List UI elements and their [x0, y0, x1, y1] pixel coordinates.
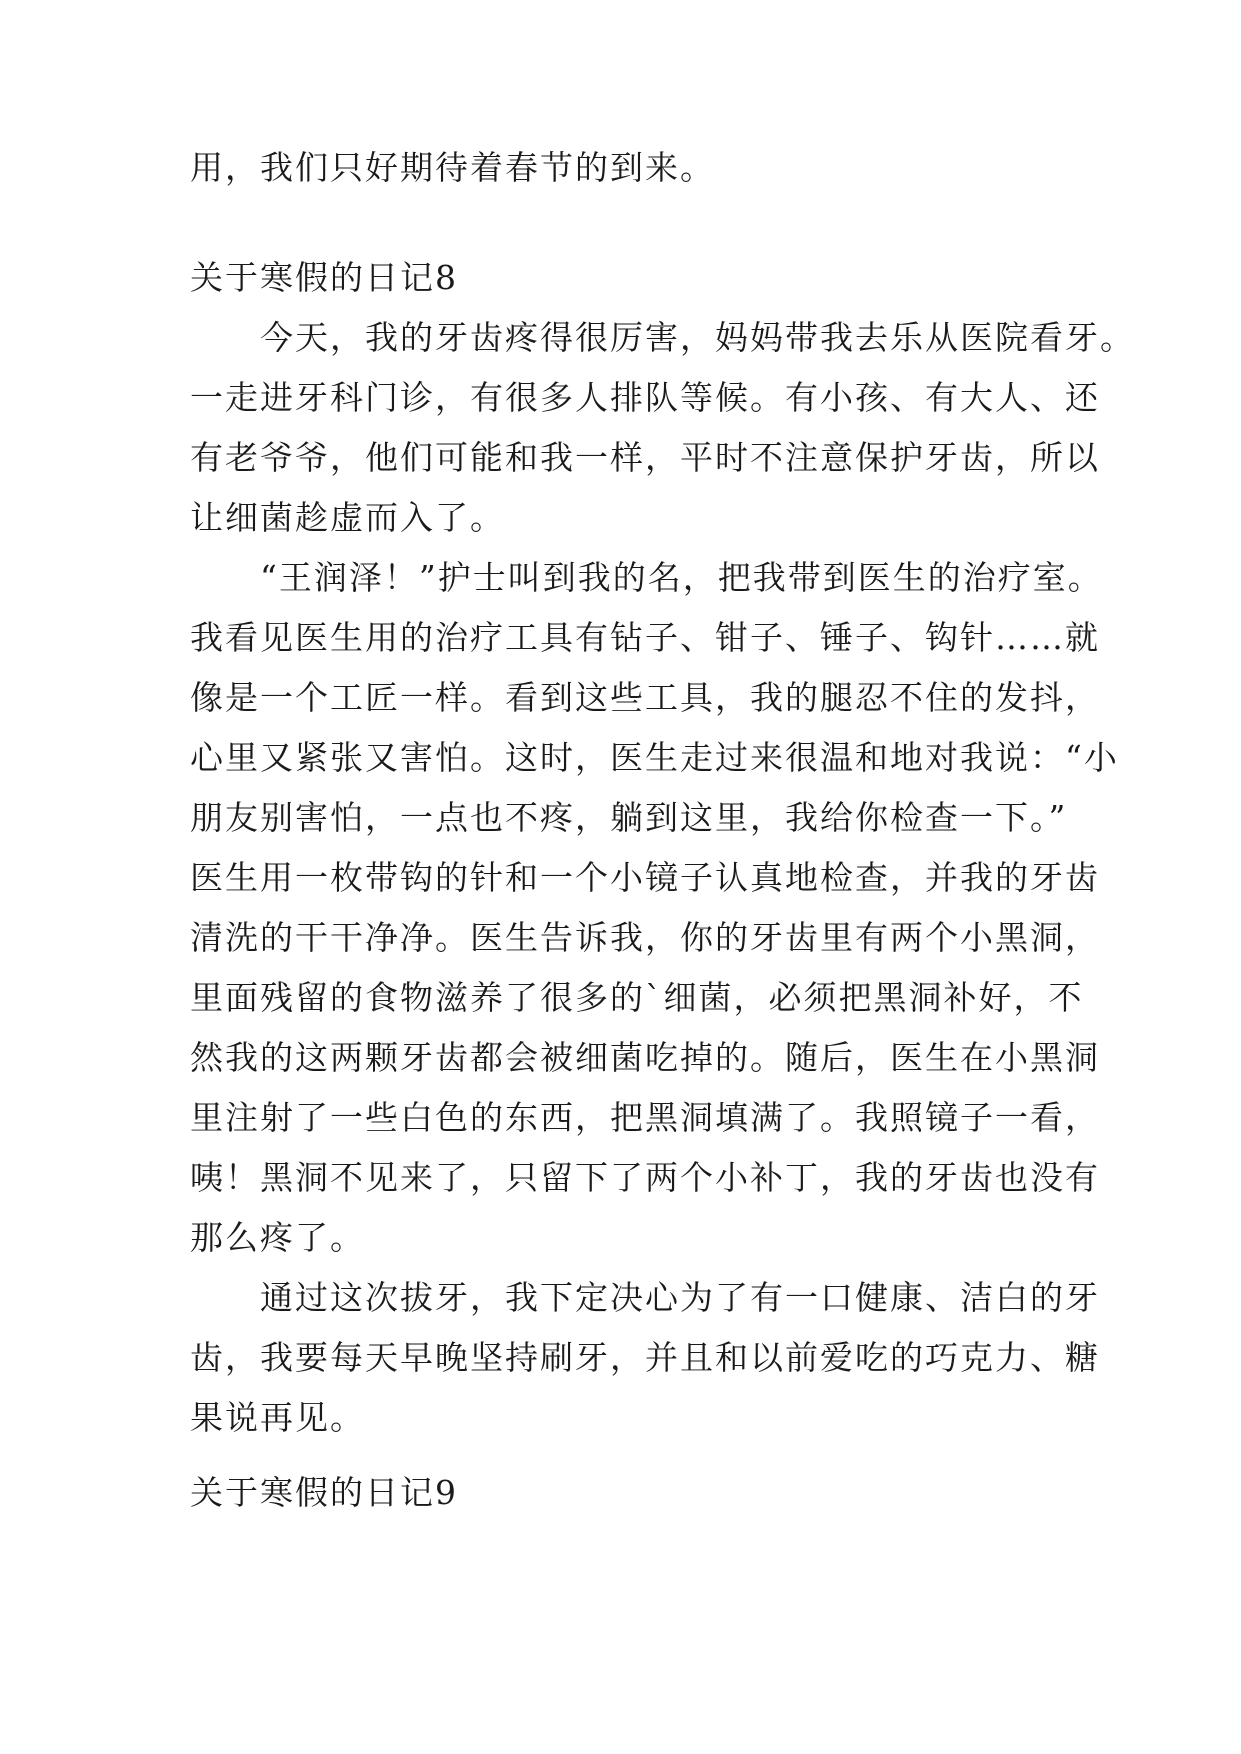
text-line: 齿，我要每天早晚坚持刷牙，并且和以前爱吃的巧克力、糖: [190, 1338, 1100, 1377]
text-line: 然我的这两颗牙齿都会被细菌吃掉的。随后，医生在小黑洞: [190, 1038, 1100, 1077]
entry-heading: 关于寒假的日记8: [190, 258, 458, 297]
text-line: “王润泽！”护士叫到我的名，把我带到医生的治疗室。: [260, 558, 1103, 597]
text-line: 里面残留的食物滋养了很多的`细菌，必须把黑洞补好，不: [190, 978, 1084, 1017]
text-line: 里注射了一些白色的东西，把黑洞填满了。我照镜子一看，: [190, 1098, 1100, 1137]
text-line: 果说再见。: [190, 1398, 365, 1437]
text-line: 让细菌趁虚而入了。: [190, 498, 505, 537]
text-line: 咦！黑洞不见来了，只留下了两个小补丁，我的牙齿也没有: [190, 1158, 1100, 1197]
text-line: 像是一个工匠一样。看到这些工具，我的腿忍不住的发抖，: [190, 678, 1100, 717]
text-line: 有老爷爷，他们可能和我一样，平时不注意保护牙齿，所以: [190, 438, 1100, 477]
text-line: 清洗的干干净净。医生告诉我，你的牙齿里有两个小黑洞，: [190, 918, 1100, 957]
diary-entry-9: [190, 1463, 1070, 1523]
text-line: 我看见医生用的治疗工具有钻子、钳子、锤子、钩针……就: [190, 618, 1100, 657]
text-line: 通过这次拔牙，我下定决心为了有一口健康、洁白的牙: [260, 1278, 1100, 1317]
text-line: 用，我们只好期待着春节的到来。: [190, 148, 715, 187]
text-line: 一走进牙科门诊，有很多人排队等候。有小孩、有大人、还: [190, 378, 1100, 417]
text-line: 那么疼了。: [190, 1218, 365, 1257]
text-line: 朋友别害怕，一点也不疼，躺到这里，我给你检查一下。”: [190, 798, 1068, 837]
diary-entry-8: [190, 248, 1135, 1448]
paragraph-continuation: [190, 138, 1070, 198]
entry-heading: 关于寒假的日记9: [190, 1473, 458, 1512]
text-line: 今天，我的牙齿疼得很厉害，妈妈带我去乐从医院看牙。: [260, 318, 1135, 357]
text-line: 心里又紧张又害怕。这时，医生走过来很温和地对我说：“小: [190, 738, 1119, 777]
text-line: 医生用一枚带钩的针和一个小镜子认真地检查，并我的牙齿: [190, 858, 1100, 897]
